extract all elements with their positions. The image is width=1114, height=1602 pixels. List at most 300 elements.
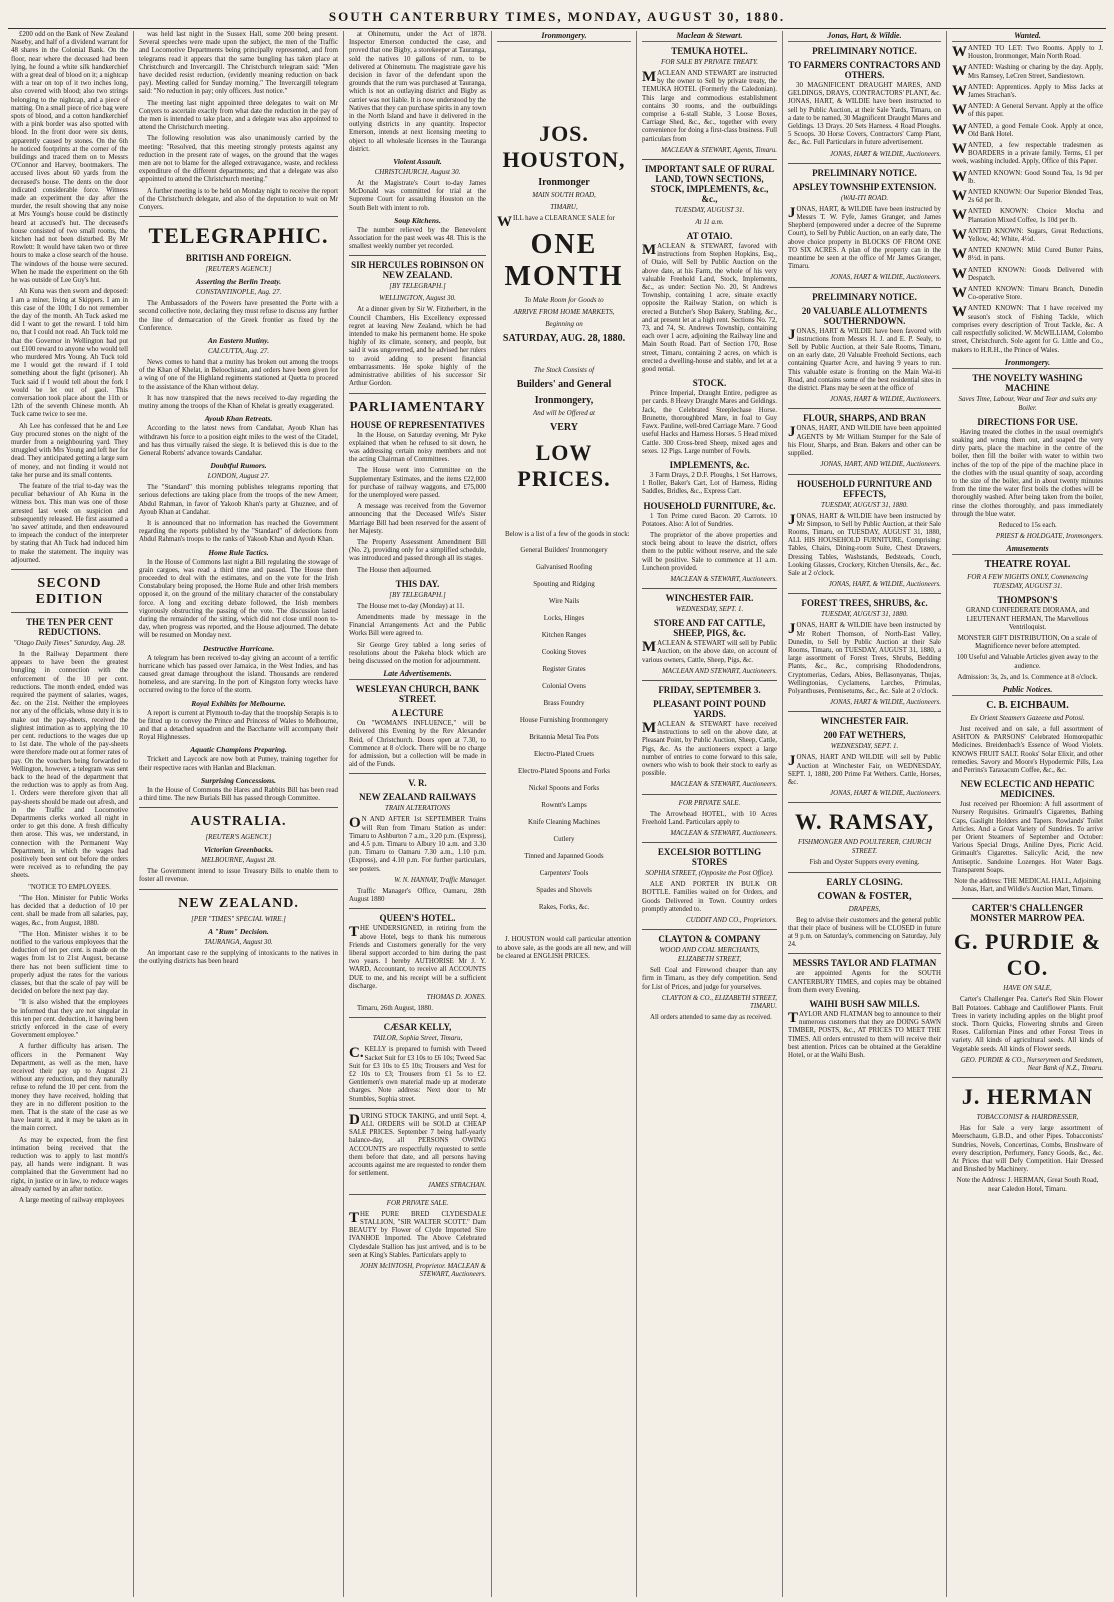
divider — [788, 872, 941, 873]
ad-headline: CÆSAR KELLY, — [383, 1022, 452, 1033]
ad-date: WEDNESDAY, SEPT. 1. — [830, 742, 899, 751]
divider — [349, 1017, 486, 1018]
divider — [788, 163, 941, 164]
ad-trade: Ironmonger — [538, 177, 590, 188]
ad-name: G. PURDIE & CO. — [953, 929, 1102, 981]
ad-name: JOS. HOUSTON, — [502, 121, 626, 172]
ad-body: MACLEAN & STEWART, favored with instructions from Stephen Hopkins, Esq., of Otaio, will Sell by Public Auction on the above date, at his Farm, the whole of his very valuable Freehold Land, Stock, Implements, &c., as under: Section No. 20, St Andrews Township, containing 1 acre, situate exactly opposite the Railway Station, on which is erected a Butcher's Shop Bakery, Stabling, &c., and at present let at a high rent. Sections No. 72, 73, and 74, St. Andrews Township, containing each over 1 acre, adjoining the Railway line and Main South Road. Part of Section 170, Rose street, Timaru, containing 2 acres, on which is erected a dwelling-house and stable, and let at a good rental. — [642, 242, 777, 374]
list-item: Electro-Plated Cruets — [533, 750, 595, 759]
ad-text: VERY — [550, 422, 578, 434]
ad-address: MAIN SOUTH ROAD, — [532, 191, 596, 199]
ad-signature: W. N. HANNAY, Traffic Manager. — [394, 876, 486, 884]
ad-body: are appointed Agents for the SOUTH CANTERBURY TIMES, and copies may be obtained from them every Evening. — [788, 970, 941, 994]
ad-name: COWAN & FOSTER, — [817, 890, 912, 902]
ad-date: TUESDAY, AUGUST 31, 1880. — [820, 610, 908, 619]
ad-signature: MACLEAN & STEWART, Auctioneers. — [670, 575, 777, 583]
list-item: Colonial Ovens — [542, 682, 586, 691]
list-item: Tinned and Japanned Goods — [524, 852, 604, 861]
ad-body: Traffic Manager's Office, Oamaru, 28th August 1880 — [349, 888, 486, 904]
divider — [139, 889, 338, 890]
ad-body: MONSTER GIFT DISTRIBUTION, On a scale of Magnificence never before attempted. — [957, 634, 1098, 651]
paragraph: As may be expected, from the first intimation being received that the reduction was to apply to last month's pay, all hands were indignant. It was complained that the Government had no right, in justice or in law, to reduce wages already earned by an after notice. — [11, 1136, 128, 1193]
list-item: Cutlery — [553, 835, 575, 844]
list-item: Rowntt's Lamps — [541, 801, 587, 810]
section-label: Public Notices. — [952, 685, 1103, 696]
ad-signature: JONAS, HART & WILDIE, Auctioneers. — [830, 274, 941, 282]
paragraph: An important case re the supplying of intoxicants to the natives in the outlying districts has been heard — [139, 949, 338, 965]
ad-headline: CARTER'S CHALLENGER MONSTER MARROW PEA. — [970, 903, 1085, 924]
column-7 — [947, 31, 1108, 1597]
ad-headline: WINCHESTER FAIR. — [820, 716, 909, 727]
spacer — [497, 916, 631, 936]
ad-body: Having treated the clothes in the usual overnight's soaking and wrung them out, and soaped the very dirty parts, place the machine in the centre of the boiler, then fill the boiler with water to within two inches of the top of the pipe of the machine place in the clothes with the usual quantity of soap, according to the size of the boiler, and in about twenty minutes from the time the water first boils the clothes will be thoroughly washed. After being taken from the boiler, rinse the clothes thoroughly, and pass immediately through the blue water. — [952, 428, 1103, 518]
ad-subheadline: 20 VALUABLE ALLOTMENTS SOUTHERNDOWN. — [801, 305, 928, 326]
paragraph: The House then adjourned. — [357, 566, 432, 574]
ad-body: JONAS, HART, & WILDIE have been instructed by Messrs T. W. Fyfe, James Granger, and James Shepherd (empowered under a decree of the Supreme Court), to Sell by Public Auction, on an early date, The above choice property in BLOCKS OF FROM ONE TO SIX ACRES. A plan of the property can in the meantime be seen at the office of Mr James Granger, Timaru. — [788, 204, 941, 271]
agency-line: [BY TELEGRAPH.] — [389, 590, 446, 599]
ad-signature: JONAS, HART, & WILDIE, Auctioneers. — [828, 581, 941, 589]
paragraph: The House met to-day (Monday) at 11. — [357, 602, 465, 610]
subheadline: Royal Exhibits for Melbourne. — [191, 698, 286, 708]
ad-footer: All orders attended to same day as received. — [650, 1014, 772, 1022]
ad-headline: WINCHESTER FAIR. — [665, 593, 754, 604]
paragraph: The meeting last night appointed three delegates to wait on Mr Conyers to ascertain exactly from what date the reduction in the pay of the men is intended to take place, and a delegate was also appointed to attend the Christchurch meeting. — [139, 99, 338, 132]
paragraph: In the House, on Saturday evening, Mr Pyke explained that when he refused to sit down, he was addressing certain noisy members and not the acting Chairman of Committees. — [349, 431, 486, 464]
subheadline: A "Rum" Decision. — [208, 926, 269, 936]
ad-headline: Ironmongery, — [534, 395, 594, 407]
section-label: Late Advertisements. — [349, 669, 486, 680]
ad-date: FRIDAY, SEPTEMBER 3. — [658, 684, 761, 695]
ad-address: Note the Address: J. HERMAN, Great South Road, near Caledon Hotel, Timaru. — [956, 1177, 1099, 1193]
paragraph: The Ambassadors of the Powers have presented the Porte with a second collective note, declaring they must refuse to discuss any further the line of demarcation of the Greek frontier as fixed by the Conference. — [139, 300, 338, 332]
wanted-ad: WANTED KNOWN: Goods Delivered with Despatch. — [952, 265, 1103, 282]
masthead-rule — [8, 28, 1106, 29]
list-item: Kitchen Ranges — [541, 631, 587, 640]
ad-body: Carter's Challenger Pea. Carter's Red Skin Flower Ball Potatoes. Cabbage and Cauliflower Plants. Fruit Trees in variety including apples on the blight proof stock. Thorn Quicks, Flowering shrubs and Green Roses. Californian Pines and other Forest Trees in variety. All kinds of agricultural seeds. All kinds of Vegetable seeds. All kinds of Flower seeds. — [952, 996, 1103, 1053]
divider — [139, 216, 338, 217]
divider — [788, 802, 941, 803]
ad-date: WEDNESDAY, SEPT. 1. — [675, 605, 744, 614]
list-item: General Builders' Ironmongery — [520, 546, 608, 555]
spacer — [497, 45, 631, 115]
ad-body: MACLEAN AND STEWART are instructed by the owner to Sell by private treaty, the TEMUKA HOTEL (Formerly the Caledonian). This large and commodious establishment contains 30 rooms, and the outbuildings comprise a 6-stall Stable, 3 Loose Boxes, Carriage Shed, &c., &c., together with every convenience for doing a first-class business. Full particulars from — [642, 69, 777, 143]
paragraph: A further meeting is to be held on Monday night to receive the report of the Christchurch delegate, and also of the deputation to wait on Mr Conyers. — [139, 187, 338, 212]
paragraph: The following resolution was also unanimously carried by the meeting: "Resolved, that this meeting strongly protests against any reduction in the present rate of wages, on the ground that the wages men are not to blame for the alleged extravagance, waste, and reckless expenditure of the different departments; and that a delegate was also appointed to attend the Christchurch meeting." — [139, 135, 338, 184]
ad-text: To Make Room for Goods to — [524, 296, 604, 305]
ad-headline: V. R. — [408, 778, 427, 789]
subheadline: Doubtful Rumors. — [210, 461, 267, 471]
ad-headline: THE NOVELTY WASHING MACHINE — [972, 372, 1083, 393]
paragraph: A message was received from the Governor announcing that the Deceased Wife's Sister Marriage Bill had been reserved for the assent of her Majesty. — [349, 503, 486, 535]
ad-body: JONAS, HART & WILDIE have been instructed by Mr Robert Thomson, of North-East Valley, Dunedin, to Sell by Public Auction at their Sale Rooms, Timaru, on TUESDAY, AUGUST 31, 1880, a large assortment of Forest Trees, Shrubs, Bedding Plants, &c., &c., comprising Rhododendrons, Cryptomerias, Cedars, Abies, Bellasonyanas, Thujas, Wellingtonias, Cyclamens, Larches, Primulas, Polyanthuses, Pennisetums, &c., &c. Sale at 2 o'clock. — [788, 621, 941, 695]
ad-date: TUESDAY, AUGUST 31. — [674, 206, 745, 215]
subheadline: Asserting the Berlin Treaty. — [195, 277, 282, 287]
ad-subheadline: SOPHIA STREET, (Opposite the Post Office). — [645, 869, 774, 878]
ad-subheadline: STOCK. — [692, 378, 727, 389]
dateline: "Otago Daily Times" Saturday, Aug. 28. — [13, 639, 126, 647]
divider — [642, 680, 777, 681]
ad-headline: PLEASANT POINT POUND YARDS. — [653, 698, 766, 719]
ad-price: Reduced to 15s each. — [998, 521, 1057, 529]
ad-headline: EARLY CLOSING. — [826, 876, 903, 887]
ad-date: TUESDAY, AUGUST 31, 1880. — [820, 500, 908, 509]
section-label: Ironmongery. — [497, 31, 631, 42]
ad-signature: GEO. PURDIE & CO., Nurserymen and Seedsmen, Near Bank of N.Z., Timaru. — [960, 1056, 1103, 1073]
paragraph: The "Standard" this morning publishes telegrams reporting that serious defections are taking place from the troops of the new Ameer, Abdul Rahman, in favor of Yakoob Khan's party at Ghuznee, and of Ayoub Khan at Candahar. — [139, 484, 338, 516]
ad-signature: JONAS, HART & WILDIE, Auctioneers. — [830, 396, 941, 404]
divider — [788, 287, 941, 288]
ad-headline: PRELIMINARY NOTICE. — [812, 46, 917, 56]
paragraph: £200 odd on the Bank of New Zealand Naseby, and half of a dividend warrant for 48 shares in the Colonial Bank. On the floor, near where the deceased had been lying, he found a white silk handkerchief with a great deal of blood on it; a nightcap with a tear on top of it two inches long, also covered with blood; also two strings belonging to the nightcap, and a piece of matting. On a small piece of rice bag were spots of blood, and a cotton handkerchief with a pink border was also spotted with blood. In the front door were six dents, apparently caused by stones. On the 6th he noticed footprints at the corner of the buildings and traced them on to Messrs O'Connor and Harvey, bootmakers. The accused lives about 60 yards from the deceased's house. The dents on the door indicated considerable force. Witness made an experiment the day after the murder, the result showing that any noise at Mrs Young's house could be distinctly heard at accused's hut. The deceased's house consisted of two small rooms, the kitchen had not been disturbed. By Mr Rowlett: It would have taken two or three hours to make a close search of the house. The windows of the house were secured. When he made the experiment on the 6th he was outside of Lee Guy's hut. — [11, 31, 128, 285]
ad-body: The Arrowhead HOTEL, with 10 Acres Freehold Land. Particulars apply to — [642, 810, 777, 826]
divider — [788, 711, 941, 712]
paragraph: A large meeting of railway employees — [19, 1197, 124, 1204]
headline: THIS DAY. — [395, 578, 440, 589]
ad-body: 1 Ton Prime cured Bacon. 20 Carrots. 10 Potatoes. Also: A lot of Sundries. — [642, 512, 777, 528]
ad-body: JONAS, HART & WILDIE have been instructed by Mr Simpson, to Sell by Public Auction, at their Sale Rooms, Timaru, on TUESDAY, AUGUST 31, 1880, ALL HIS HOUSEHOLD FURNITURE, Comprising: Tables, Chairs, Dining-room Suite, Chest Drawers, Dressing Tables, Washstands, Bedsteads, Couch, Looking Glasses, Crockery, Kitchen Utensils, &c., &c. Sale at 2 o'clock. — [788, 511, 941, 577]
ad-subheadline: HAVE ON SALE, — [1003, 984, 1052, 993]
paragraph: The Property Assessment Amendment Bill (No. 2), providing only for a simplified schedule, was introduced and passed through all its stages. — [349, 538, 486, 563]
list-item: Knife Cleaning Machines — [528, 818, 600, 827]
wanted-ad: WANTED KNOWN: Good Sound Tea, 1s 9d per lb. — [952, 168, 1103, 185]
column-5 — [637, 31, 783, 1597]
divider — [349, 255, 486, 256]
ad-subheadline: TAILOR, Sophia Street, Timaru, — [372, 1034, 463, 1043]
list-item: Carpenters' Tools — [539, 869, 589, 878]
paragraph: "It is also wished that the employees be informed that they are not singular in this ten per cent. deduction, it having been strictly enforced in the case of every Government employee." — [11, 999, 128, 1040]
ad-body: WILL have a CLEARANCE SALE for — [497, 214, 615, 230]
ad-body: 100 Useful and Valuable Articles given away to the audience. — [956, 654, 1099, 670]
divider — [349, 1194, 486, 1195]
ad-time: At 11 a.m. — [695, 218, 724, 227]
ad-body: Fish and Oyster Suppers every evening. — [809, 859, 920, 867]
subheadline: Victorian Greenbacks. — [203, 845, 274, 855]
ad-town: TIMARU, — [550, 203, 578, 211]
subheadline: Destructive Hurricane. — [202, 643, 275, 653]
section-title: AUSTRALIA. — [190, 814, 287, 830]
ad-headline: QUEEN'S HOTEL. — [379, 913, 456, 924]
divider — [139, 807, 338, 808]
ad-subheadline: TRAIN ALTERATIONS — [384, 804, 450, 813]
paragraph: The feature of the trial to-day was the peculiar behaviour of Ah Kuna in the witness box. This man was one of those arrested last week on suspicion and subsequently released. He first assumed a 'no savee' attitude, and then endeavoured to impeach the conduct of the interpreter by stating that Ah Tuck had induced him to make the statement. The inquiry was adjourned. — [11, 482, 128, 564]
ad-date: SATURDAY, AUG. 28, 1880. — [502, 333, 626, 345]
ad-headline: HOUSEHOLD FURNITURE AND EFFECTS, — [796, 478, 933, 499]
dateline: LONDON, August 27. — [207, 472, 270, 481]
divider — [788, 593, 941, 594]
dateline: MELBOURNE, August 28. — [201, 856, 276, 865]
ad-body: Just received per Rhoemion: A full assortment of Nursery Requisites. Grimault's Cigarettes, Bathing Caps, Gaslight Holders and Tapers. Rowlands' Toilet Articles. And a Great Variety of Sundries. To arrive per Orient Steamers of September and October: Various Special Drugs, Aniline Dyes, Picric Acid. Grimault's Cigarettes. Salicylic Acid, the new Antiseptic. Sandoine Lozenges. Hot Water Bags. Transparent Soaps. — [952, 801, 1103, 874]
list-item: Brass Foundry — [543, 699, 585, 708]
wanted-ad: WANTED, a good Female Cook. Apply at once, Old Bank Hotel. — [952, 121, 1103, 138]
ad-subheadline: APSLEY TOWNSHIP EXTENSION. — [792, 181, 937, 192]
wanted-ad: WANTED, a few respectable tradesmen as BOARDERS in a private family. Terms, £1 per week, washing included. Apply, Office of this Paper. — [952, 141, 1103, 166]
paragraph: A telegram has been received to-day giving an account of a terrific hurricane which has passed over Jamaica, in the West Indies, and has caused great damage throughout the island. Thousands are rendered homeless, and are starving. In the port of Kingston forty wrecks have occurred owing to the force of the storm. — [139, 654, 338, 695]
divider — [952, 898, 1103, 899]
paragraph: Ah Kuna was then sworn and deposed: I am a miner, living at Skippers. I am in this case of the 10th; I do not remember the day of the month. Ah Tuck asked me did I want to get the reward. I told him no, that I could not read. Ah Tuck told me that the Governor in Wellington had put out £100 reward to anyone who would tell who murdered Mrs Young. Ah Tuck told me I would get the reward if I told something about the fight (prisoner). Ah Tuck said if I would tell about the fork I would be let out of gaol. This conversation took place about the 11th or 12th of the seventh Chinese month. Ah Tuck came twice to see me. — [11, 288, 128, 419]
column-6 — [783, 31, 947, 1597]
section-title: SECOND EDITION — [35, 576, 104, 607]
ad-headline: NEW ZEALAND RAILWAYS — [359, 792, 476, 803]
paragraph: At the Magistrate's Court to-day James McDonald was committed for trial at the Supreme Court for assaulting Houston on the South Belt with intent to rob. — [349, 180, 486, 212]
ad-body: Below is a list of a few of the goods in stock: — [505, 531, 630, 539]
list-item: Spouting and Ridging — [533, 580, 595, 589]
ad-subheadline: FOR A FEW NIGHTS ONLY, Commencing TUESDAY, AUGUST 31. — [967, 573, 1088, 591]
paragraph: "The Hon. Minister wishes it to be notified to the various employees that the deduction of ten per cent. is made on the wages from 1st to 21st August, because there has not been sufficient time to properly adjust the rates for the various classes, but that the scale of pay will be decided on before the next pay day. — [11, 930, 128, 996]
ad-text: And will be Offered at — [533, 409, 595, 418]
ad-subheadline: STORE AND FAT CATTLE, SHEEP, PIGS, &c. — [653, 618, 766, 639]
ad-signature: PRIEST & HOLDGATE, Ironmongers. — [995, 533, 1103, 541]
ad-place: AT OTAIO. — [686, 231, 733, 242]
paragraph: "The Hon. Minister for Public Works has decided that a deduction of 10 per cent. shall be made from all salaries, pay, wages, &c., from August, 1880. — [11, 894, 128, 927]
ad-body: THE UNDERSIGNED, in retiring from the above Hotel, begs to thank his numerous Friends and Customers generally for the very liberal support accorded to him during the past two years. I hereby AUTHORISE Mr J. Y. WARD, Accountant, to receive all ACCOUNTS DUE to me, and his receipt will be a sufficient discharge. — [349, 924, 486, 990]
ad-headline: WESLEYAN CHURCH, BANK STREET. — [355, 684, 480, 705]
wanted-ad: WANTED: A General Servant. Apply at the office of this paper. — [952, 102, 1103, 119]
ad-name: C. B. EICHBAUM. — [986, 699, 1069, 711]
ad-signature: JONAS, HART & WILDIE, Auctioneers. — [830, 790, 941, 798]
paragraph: Sir George Grey tabled a long series of resolutions about the Pakeha block which are being discussed on the motion for adjournment. — [349, 641, 486, 665]
ad-subheadline: WOOD AND COAL MERCHANTS, ELIZABETH STREET, — [659, 946, 760, 964]
ad-body: Timaru, 26th August, 1880. — [357, 1005, 433, 1013]
ad-body: 3 Farm Drays, 2 D.F. Ploughs, 1 Set Harrows, 1 Roller, Baker's Cart, Lot of Harness, Riding Saddles, Bridles, &c., Express Cart. — [642, 471, 777, 496]
ad-signature: JONAS, HART & WILDIE, Auctioneers. — [830, 150, 941, 158]
ad-subheadline: (WAI-ITI ROAD. — [840, 193, 889, 202]
list-item: Register Grates — [542, 665, 586, 674]
ad-headline: WAIHI BUSH SAW MILLS. — [809, 999, 920, 1009]
ad-body: DURING STOCK TAKING, and until Sept. 4, ALL ORDERS will be SOLD at CHEAP SALE PRICES. September 7 being half-yearly balance-day, all PERSONS OWING ACCOUNTS are respectfully requested to settle them before that date, and all persons having accounts against me are requested to render them for settlement. — [349, 1111, 486, 1178]
subheadline: Violent Assault. — [393, 157, 442, 167]
wanted-ad: WANTED TO LET: Two Rooms. Apply to J. Houston, Ironmonger, Main North Road. — [952, 44, 1103, 61]
list-item: Wire Nails — [548, 597, 580, 606]
ad-headline: LOW PRICES. — [517, 440, 611, 492]
subheadline: Surprising Concessions. — [200, 775, 277, 785]
list-item: Locks, Hinges — [543, 614, 585, 623]
dateline: TAURANGA, August 30. — [204, 937, 273, 946]
wanted-ad: WANTED KNOWN: Mild Cured Butter Pains, 8½d. in pans. — [952, 246, 1103, 263]
ad-signature: MACLEAN & STEWART, Agents, Timaru. — [661, 146, 777, 154]
ad-signature: JAMES STRACHAN. — [427, 1181, 486, 1189]
ad-body: TAYLOR AND FLATMAN beg to announce to their numerous customers that they are DOING SAWN TIMBER, POSTS, &c., AT PRICES TO MEET THE TIMES. All orders entrusted to them will receive their best attention. Prices can be obtained at the Geraldine Hotel, or at the Waihi Bush. — [788, 1010, 941, 1060]
wanted-ad: WANTED KNOWN: That I have received my season's stock of Fishing Tackle, which comprises every description of Trout Tackle, &c. A call respectfully solicited. W. McWILLIAM, Colombo street, Christchurch. Sole agent for G. Little and Co., makers to H.R.H., the Prince of Wales. — [952, 304, 1103, 354]
paragraph: Amendments made by message in the Financial Arrangements Act and the Public Works Bill were agreed to. — [349, 613, 486, 638]
agency-line: [BY TELEGRAPH.] — [389, 282, 446, 291]
paragraph: It has now transpired that the news received to-day regarding the mutiny among the troops of the Khan of Khelat is greatly exaggerated. — [139, 394, 338, 411]
agency-line: [REUTER'S AGENCY.] — [205, 833, 272, 842]
ad-subheadline: TOBACCONIST & HAIRDRESSER, — [976, 1113, 1079, 1122]
headline: SIR HERCULES ROBINSON ON NEW ZEALAND. — [351, 260, 484, 281]
divider — [11, 569, 128, 570]
ad-body: THE PURE BRED CLYDESDALE STALLION, "SIR WALTER SCOTT." Dam BEAUTY by Flower of Clyde Imported Sire IVANHOE Imported. The Above Celebrated Clydesdale Stallion has just arrived, and is to be seen at King's Stables. Particulars apply to — [349, 1209, 486, 1259]
list-item: Cooking Stoves — [541, 648, 587, 657]
ad-name: J. HERMAN — [961, 1084, 1094, 1110]
ad-body: Beg to advise their customers and the general public that their place of business will be CLOSED in future at 9 p.m. on Saturday's, commencing on Saturday, July 24. — [788, 916, 941, 949]
paragraph: Ah Lee has confessed that he and Lee Guy procured stones on the night of the murder from a neighbouring yard. They struggled with Mrs Young and left her for dead. They anticipated getting a large sum of money, and not finding it would not take her purse and its small contents. — [11, 422, 128, 479]
ad-body: MACLEAN & STEWART have received instructions to sell on the above date, at Pleasant Point, by Public Auction, Sheep, Cattle, Pigs, &c. As the auctioneers expect a large number of entries to come forward to this sale, owners who wish to book their stock to early as possible. — [642, 719, 777, 778]
wanted-ad: WANTED: Apprentices. Apply to Miss Jacks at James Strachan's. — [952, 82, 1103, 100]
column-2 — [134, 31, 344, 1597]
divider — [952, 1077, 1103, 1078]
ad-body: Has for Sale a very large assortment of Meerschaum, G.B.D., and other Pipes. Tobacconists' Sundries, Novels, Concertinas, Combs, Brushware of every description, Perfumery, Fancy Goods, &c., &c. At Prices that will Defy Competition. Hair Dressed and Brushed by Machinery. — [952, 1125, 1103, 1174]
ad-signature: JONAS, HART, AND WILDIE, Auctioneers. — [820, 461, 941, 469]
spacer — [497, 347, 631, 365]
paragraph: Trickett and Laycock are now both at Putney, training together for their respective races with Hanlan and Blackman. — [139, 756, 338, 772]
subheadline: Soup Kitchens. — [394, 215, 441, 225]
dateline: WELLINGTON, August 30. — [379, 294, 456, 303]
subheadline: Ayoub Khan Retreats. — [204, 414, 273, 424]
paragraph: At a dinner given by Sir W. Fitzherbert, in the Council Chambers, His Excellency expressed regret at leaving New Zealand, which he had intended to make his permanent home. He spoke highly of its climate, scenery, and people, but said it was ungoverned, and he advised her rulers to avoid adding to present financial embarrassments. He spoke highly of the administrative abilities of his successor Sir Arthur Gordon. — [349, 306, 486, 388]
ad-subheadline: Ex Orient Steamers Gazeene and Potosi. — [970, 713, 1085, 722]
ad-body: Sell Coal and Firewood cheaper than any firm in Timaru, as they defy competition. Send for List of Prices, and judge for yourselves. — [642, 967, 777, 991]
section-label: Jonas, Hart, & Wildie. — [788, 31, 941, 42]
ad-subheadline: FISHMONGER AND POULTERER, CHURCH STREET. — [797, 838, 932, 856]
goods-list — [497, 542, 631, 916]
paragraph: A report is current at Plymouth to-day that the troopship Serapis is to be fitted up to convey the Prince and Princess of Wales to Melbourne, and that a detached squadron and the Bacchante will accompany their Royal Highnesses. — [139, 709, 338, 742]
divider — [349, 1108, 486, 1109]
ad-body: The proprietor of the above properties and stock being about to leave the district, offers them to the public without reserve, and the sale will be positive. Sale to commence at 11 a.m. Luncheon provided. — [642, 531, 777, 572]
ad-signature: CUDDIT AND CO., Proprietors. — [686, 917, 777, 924]
ad-body: GRAND CONFEDERATE DIORAMA, and LIEUTENANT HERMAN, The Marvellous Ventriloquist. — [965, 607, 1090, 631]
columns — [6, 31, 1108, 1597]
divider — [788, 474, 941, 475]
divider — [349, 393, 486, 394]
list-item: Rakes, Forks, &c. — [538, 903, 590, 912]
ad-subheadline: Saves Time, Labour, Wear and Tear and suits any Boiler. — [958, 394, 1097, 412]
section-label: Maclean & Stewart. — [642, 31, 777, 42]
ad-footer: J. HOUSTON would call particular attention to above sale, as the goods are all new, and will be cleared at ENGLISH PRICES. — [497, 936, 631, 960]
ad-subheadline: FOR PRIVATE SALE. — [386, 1198, 449, 1207]
section-label: Wanted. — [952, 31, 1103, 42]
list-item: Britannia Metal Tea Pots — [529, 733, 599, 742]
ad-address: Note the address: THE MEDICAL HALL, Adjoining Jonas, Hart, and Wildie's Auction Mart, Timaru. — [954, 878, 1101, 894]
paragraph: It is announced that no information has reached the Government regarding the reports published by the "Standard" of defections from Abdul Rahman's troops to the ranks of Yakoob Khan and Ayoub Khan. — [139, 519, 338, 544]
ad-subheadline: 200 FAT WETHERS, — [823, 730, 906, 741]
spacer — [497, 495, 631, 531]
divider — [788, 408, 941, 409]
ad-headline: TEMUKA HOTEL. — [671, 46, 748, 56]
ad-body: On "WOMAN'S INFLUENCE," will be delivered this Evening by the Rev Alexander Reid, of Christchurch. Doors open at 7.30, to Commence at 8 o'clock. There will be no charge for admission, but a collection will be made in aid of the Funds. — [349, 720, 486, 769]
ad-subheadline: FOR PRIVATE SALE. — [678, 798, 741, 807]
wanted-ad: WANTED KNOWN: Timaru Branch, Dunedin Co-operative Store. — [952, 285, 1103, 302]
ad-subheadline: DRAPERS, — [848, 904, 881, 913]
ad-headline: Builders' and General — [516, 379, 612, 391]
ad-body: Just received and on sale, a full assortment of ASHTON & PARSONS' Celebrated Homœopathic Medicines. Breidenbach's Essence of Wood Violets. KNOWS FRUIT SALT. Rooks' Solar Elixir, and other remedies. Savory and Moore's Hypodermic Pills, Lea and Perrins's Taraxacum Coffee, &c., &c. — [952, 725, 1103, 774]
masthead: SOUTH CANTERBURY TIMES, MONDAY, AUGUST 30, 1880. — [328, 9, 786, 24]
list-item: Nickel Spoons and Forks — [528, 784, 600, 793]
ad-headline: THEATRE ROYAL — [984, 559, 1071, 571]
ad-body: JONAS, HART AND WILDIE will sell by Public Auction at Winchester Fair, on WEDNESDAY, SEPT. 1, 1880, 200 Prime Fat Wethers. Cattle, Horses, &c. — [788, 753, 941, 786]
ad-headline: NEW ECLECTIC AND HEPATIC MEDICINES. — [960, 779, 1095, 800]
ad-headline: FOREST TREES, SHRUBS, &c. — [801, 598, 928, 609]
ad-subheadline: IMPLEMENTS, &c. — [669, 459, 750, 470]
paragraph: In the House of Commons the Hares and Rabbits Bill has been read a third time. The new Burials Bill has passed through Committee. — [139, 786, 338, 802]
paragraph: The number relieved by the Benevolent Association for the past week was 48. This is the smallest weekly number yet recorded. — [349, 226, 486, 251]
ad-body: Prince Imperial, Draught Entire, pedigree as per cards. 8 Heavy Draught Mares and Geldings. Jack, the Celebrated Steeplechase Horse. Brunette, thoroughbred Mare, in foal to Guy Fawx. Pauline, well-bred Carriage Mare. 7 Good useful Hacks and Harness Horses. 5 Head mixed Cattle. 300 Cross-bred Sheep, mixed ages and sexes. 12 Pigs. Large number of Fowls. — [642, 390, 777, 455]
ad-body: JONAS, HART, AND WILDIE have been appointed AGENTS by Mr William Stumper for the Sale of his Flour, Sharps, and Bran. Bakers and other can be supplied. — [788, 424, 941, 458]
ad-body: 30 MAGNIFICENT DRAUGHT MARES, AND GELDINGS, DRAYS, CONTRACTORS' PLANT, &c. JONAS, HART, & WILDIE have been instructed to sell by Public Auction, at their Sale Yards, Timaru, on a date to be named, 30 Magnificent Draught Mares and Geldings. 13 Drays. 20 Sets Harness. 4 Road Ploughs. 5 Scoops. 30 Horse Covers, Contractors' Camp Plant, &c., &c. Full Particulars in future advertisement. — [788, 82, 941, 147]
ad-name: W. RAMSAY, — [795, 809, 934, 835]
ad-signature: JONAS, HART & WILDIE, Auctioneers. — [830, 699, 941, 707]
ad-subheadline: FOR SALE BY PRIVATE TREATY. — [661, 58, 758, 66]
wanted-ad: WANTED KNOWN: Our Superior Blended Teas, 2s 6d per lb. — [952, 188, 1103, 205]
dateline: CALCUTTA, Aug. 27. — [207, 347, 269, 356]
paragraph: "NOTICE TO EMPLOYEES. — [28, 883, 111, 891]
ad-body: ALE AND PORTER IN BULK OR BOTTLE. Families waited on for Orders, and Goods Delivered in Town. Country orders promptly attended to. — [642, 881, 777, 913]
paragraph: According to the latest news from Candahar, Ayoub Khan has withdrawn his force to a position eight miles to the west of the Citadel, and has thus virtually raised the siege. It is believed this is due to the General Roberts' advance towards Candahar. — [139, 425, 338, 457]
ad-headline: CLAYTON & COMPANY — [658, 934, 761, 945]
subheadline: Home Rule Tactics. — [208, 547, 269, 557]
ad-headline: PRELIMINARY NOTICE. — [812, 291, 917, 302]
paragraph: The Government intend to issue Treasury Bills to enable them to foster all revenue. — [139, 868, 338, 884]
divider — [642, 159, 777, 160]
divider — [788, 953, 941, 954]
ad-text: The Stock Consists of — [533, 366, 595, 375]
ad-signature: THOMAS D. JONES. — [426, 994, 486, 1002]
ad-body: Admission: 3s, 2s, and 1s. Commence at 8 o'clock. — [957, 673, 1098, 681]
wanted-ad: WANTED KNOWN: Choice Mocha and Plantation Mixed Coffee, 1s 10d per lb. — [952, 207, 1103, 224]
list-item: Electro-Plated Spoons and Forks — [518, 767, 610, 776]
agency-line: [PER "TIMES" SPECIAL WIRE.] — [191, 914, 286, 923]
list-item: Galvanised Roofing — [535, 563, 593, 572]
ad-signature: MACLEAN & STEWART, Auctioneers. — [670, 829, 777, 837]
divider — [642, 794, 777, 795]
headline: HOUSE OF REPRESENTATIVES — [350, 419, 485, 430]
ad-headline: MESSRS TAYLOR AND FLATMAN — [792, 958, 937, 969]
list-item: House Furnishing Ironmongery — [519, 716, 609, 725]
ad-headline: IMPORTANT SALE OF RURAL LAND, TOWN SECTIONS, STOCK, IMPLEMENTS, &c., &c., — [644, 164, 775, 205]
ad-subheadline: DIRECTIONS FOR USE. — [977, 416, 1078, 427]
dateline: CHRISTCHURCH, August 30. — [374, 168, 461, 177]
paragraph: News comes to hand that a mutiny has broken out among the troops of the Khan of Khelat, in Beloochistan, and orders have been given for a wing of one of the Highland regiments stationed at Quetta to proceed to the assistance of the Khan without delay. — [139, 359, 338, 391]
column-3 — [344, 31, 492, 1597]
section-title: PARLIAMENTARY — [349, 399, 486, 415]
ad-subheadline: TO FARMERS CONTRACTORS AND OTHERS. — [788, 60, 941, 80]
section-title: NEW ZEALAND. — [178, 895, 299, 911]
headline: THE TEN PER CENT REDUCTIONS. — [25, 617, 114, 637]
paragraph: A further difficulty has arisen. The officers in the Permanent Way Department, as well as the men, have received their pay up to August 21 without any reduction, and they naturally refuse to refund the 10 per cent. from the money they have received, holding that they are in no different position to the men. That is the state of the case as we have learnt it, and it may be taken as in the main correct. — [11, 1043, 128, 1133]
subheadline: An Eastern Mutiny. — [207, 336, 270, 346]
ad-text: Beginning on — [545, 320, 583, 329]
paragraph: was held last night in the Sussex Hall, some 200 being present. Several speeches were made upon the subject, the men of the Traffic and Locomotive Departments being principally represented, and from telegrams read it appears that the same bungling has taken place at Christchurch and Invercargill. The Christchurch telegram said: "Men have decided resist reduction, (evidently meaning reduction on back pay). Meeting called for Sunday morning." The Invercargill telegram said: "No reduction in pay; only officers. Just notice." — [139, 31, 338, 96]
ad-headline: A LECTURE — [391, 708, 444, 719]
dateline: CONSTANTINOPLE, Aug. 27. — [195, 288, 282, 297]
wanted-ad: WANTED KNOWN: Sugars, Great Reductions, Yellow, 4d; White, 4½d. — [952, 226, 1103, 244]
divider — [349, 773, 486, 774]
ad-body: ON AND AFTER 1st SEPTEMBER Trains will Run from Timaru Station as under: Timaru to Ashburton 7 a.m., 3.20 p.m. (Express), and 4.5 p.m. Timaru to Albury 10 a.m. and 3.30 p.m. Timaru to Oamaru 7.30 a.m., 1.10 p.m. (Express), and 4.10 p.m. For further particulars, see posters. — [349, 815, 486, 873]
ad-signature: JOHN McINTOSH, Proprietor. MACLEAN & STEWART, Auctioneers. — [360, 1262, 486, 1279]
list-item: Spades and Shovels — [536, 886, 592, 895]
ad-signature: MACLEAN AND STEWART, Auctioneers. — [662, 667, 777, 675]
ad-headline: ONE MONTH — [504, 229, 624, 293]
section-title: TELEGRAPHIC. — [148, 223, 329, 249]
ad-body: MACLEAN & STEWART will sell by Public Auction, on the above date, on account of various owners, Cattle, Sheep, Pigs, &c. — [642, 639, 777, 664]
ad-body: JONAS, HART & WILDIE have been favored with instructions from Messrs H. J. and E. P. Sealy, to Sell by Public Auction, at their Sale Rooms, Timaru, on an early date, 20 Valuable Freehold Sections, each containing Quarter Acre, and having 9 years to run. This valuable estate is fronting on the Main Wai-iti Road, and contains some of the best residential sites in the district. Plans may be seen at the office of — [788, 326, 941, 393]
section-label: Ironmongery. — [952, 358, 1103, 369]
wanted-ad: WANTED: Washing or charing by the day. Apply, Mrs Ramsey, LeCren Street, Sandiestown. — [952, 63, 1103, 80]
ad-signature: CLAYTON & CO., ELIZABETH STREET, TIMARU. — [661, 994, 777, 1011]
divider — [642, 588, 777, 589]
paragraph: In the Railway Department there appears to have been the greatest bungling in connection with the enforcement of the 10 per cent. reductions. The month ended, ended was required the payment of salaries, wages, &c. on the 21st. Neither the employees nor any of the officials, whose duty it is to make out the pay-sheets, received the slightest intimation as to applying the 10 per cent. reductions to the wages due up to 1st date. The whole of the pay-sheets were therefore made out at former rates of pay. On the vouchers being forwarded to Wellington, however, a telegram was sent back to the head of the department that the reduction was to apply as from Aug. 1. Orders were therefore given that all pay-sheets should be made out afresh, and in the Traffic and Locomotive Departments clerks worked all night in order to get this done. A fresh difficulty then arose. This was, we understand, in connection with the Permanent Way Department, in which the wages had positively been sent out before the orders were received as to refunding the pay sheets. — [11, 651, 128, 880]
ad-headline: EXCELSIOR BOTTLING STORES — [657, 847, 762, 868]
column-4 — [492, 31, 637, 1597]
ad-name: THOMPSON'S — [997, 595, 1058, 606]
column-1 — [6, 31, 134, 1597]
divider — [642, 929, 777, 930]
paragraph: In the House of Commons last night a Bill regulating the stowage of grain cargoes, was read a third time and passed. The House then proceeded to deal with the estimates, and on the vote for the Irish Constabulary being proposed, the Home Rule and other Irish members opposed it, on the ground of the military character of the constabulary force. A long and exciting debate followed, the Irish members vigorously obstructing the passing of the vote. The discussion lasted during the remainder of the sitting, which did not close until noon to-day, when progress was reported, and the House adjourned. The debate will be resumed on Monday next. — [139, 558, 338, 640]
section-label: Amusements — [952, 544, 1103, 555]
headline: BRITISH AND FOREIGN. — [185, 253, 292, 264]
ad-body: C.KELLY is prepared to furnish with Tweed Sacket Suit for £3 10s to £6 10s; Tweed Sac Suit for £3 10s to £5 10s; Trousers and Vest for £2 10s to £3; Trousers from £1 5s to £2. Gentlemen's own material made up at moderate charges. Note address: Next door to Mr Stumbles, Sophia street. — [349, 1045, 486, 1103]
divider — [11, 612, 128, 613]
ad-text: ARRIVE FROM HOME MARKETS, — [513, 308, 615, 317]
